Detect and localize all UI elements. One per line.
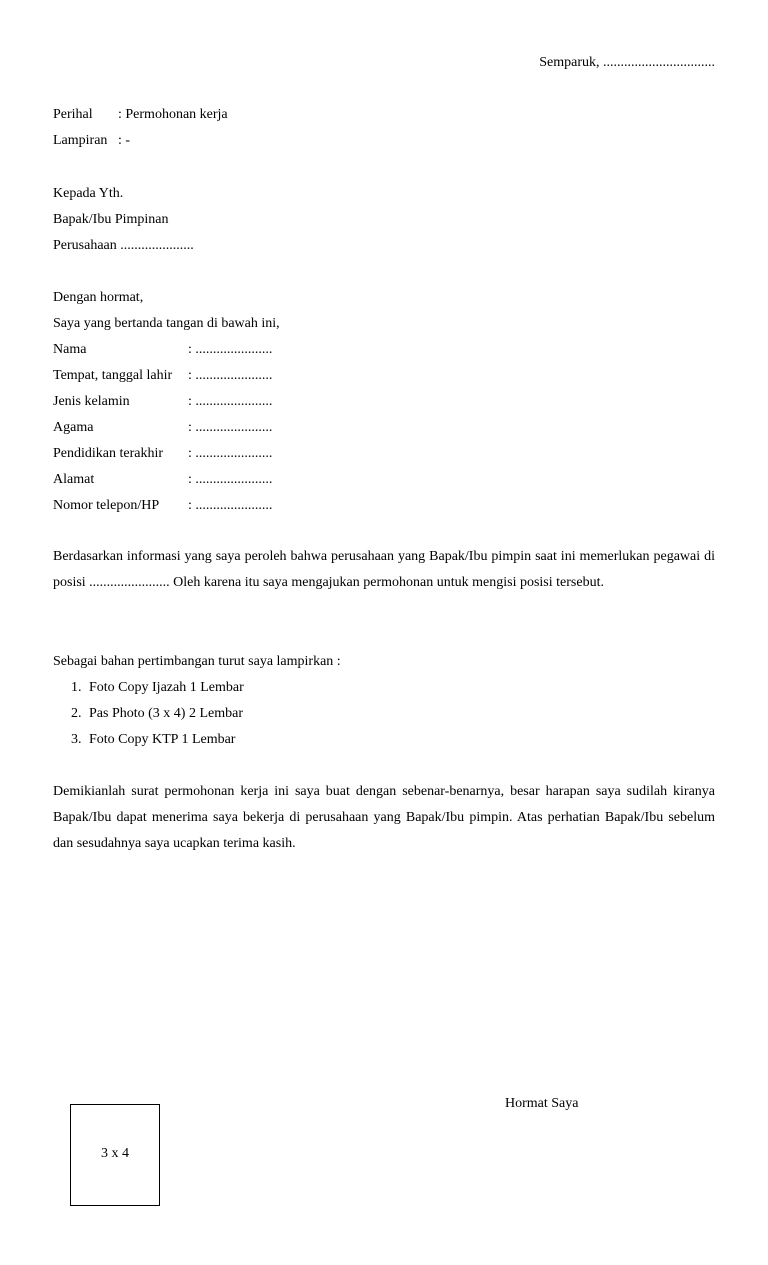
perihal-row [53, 106, 228, 124]
identity-row-birth [53, 367, 272, 385]
photo-size-label: 3 x 4 [101, 1146, 129, 1161]
recipient-line-2: Bapak/Ibu Pimpinan [53, 212, 169, 227]
identity-value: : ...................... [188, 472, 273, 487]
signature-closing: Hormat Saya [505, 1096, 579, 1111]
identity-row-name [53, 341, 272, 359]
identity-row-education [53, 445, 272, 463]
identity-value: : ...................... [188, 446, 273, 461]
list-item [71, 705, 243, 723]
identity-label: Tempat, tanggal lahir [53, 368, 173, 383]
identity-row-phone [53, 497, 272, 515]
photo-placeholder [70, 1104, 160, 1206]
list-item-number: 1. [71, 680, 82, 695]
lampiran-row [53, 132, 130, 150]
attachments-intro: Sebagai bahan pertimbangan turut saya lampirkan : [53, 654, 341, 669]
body-paragraph: Berdasarkan informasi yang saya peroleh bahwa perusahaan yang Bapak/Ibu pimpin saat ini memerlukan pegawai di posisi ....................... Oleh karena itu saya mengajukan permohonan untuk mengisi posisi tersebut. [53, 549, 715, 590]
perihal-value: : Permohonan kerja [118, 107, 228, 122]
list-item-text: Foto Copy KTP 1 Lembar [89, 732, 236, 747]
greeting: Dengan hormat, [53, 290, 144, 305]
list-item-text: Pas Photo (3 x 4) 2 Lembar [89, 706, 243, 721]
identity-label: Nama [53, 342, 87, 357]
lampiran-value: : - [118, 133, 131, 148]
identity-label: Jenis kelamin [53, 394, 130, 409]
identity-label: Alamat [53, 472, 95, 487]
identity-value: : ...................... [188, 394, 273, 409]
identity-value: : ...................... [188, 368, 273, 383]
list-item-number: 2. [71, 706, 82, 721]
identity-label: Agama [53, 420, 94, 435]
recipient-line-1: Kepada Yth. [53, 186, 124, 201]
identity-value: : ...................... [188, 420, 273, 435]
identity-label: Nomor telepon/HP [53, 498, 160, 513]
list-item [71, 679, 244, 697]
identity-label: Pendidikan terakhir [53, 446, 164, 461]
lampiran-label: Lampiran [53, 133, 108, 148]
identity-value: : ...................... [188, 498, 273, 513]
recipient-line-3: Perusahaan ..................... [53, 238, 194, 253]
identity-value: : ...................... [188, 342, 273, 357]
list-item-text: Foto Copy Ijazah 1 Lembar [89, 680, 244, 695]
closing-paragraph: Demikianlah surat permohonan kerja ini saya buat dengan sebenar-benarnya, besar harapan saya sudilah kiranya Bapak/Ibu dapat menerima saya bekerja di perusahaan yang Bapak/Ibu pimpin. Atas perhatian Bapak/Ibu sebelum dan sesudahnya saya ucapkan terima kasih. [53, 784, 715, 851]
identity-row-religion [53, 419, 272, 437]
list-item-number: 3. [71, 732, 82, 747]
identity-row-address [53, 471, 272, 489]
place-date: Semparuk, ................................ [539, 55, 715, 70]
intro-statement: Saya yang bertanda tangan di bawah ini, [53, 316, 280, 331]
identity-row-gender [53, 393, 272, 411]
perihal-label: Perihal [53, 107, 93, 122]
list-item [71, 731, 235, 749]
